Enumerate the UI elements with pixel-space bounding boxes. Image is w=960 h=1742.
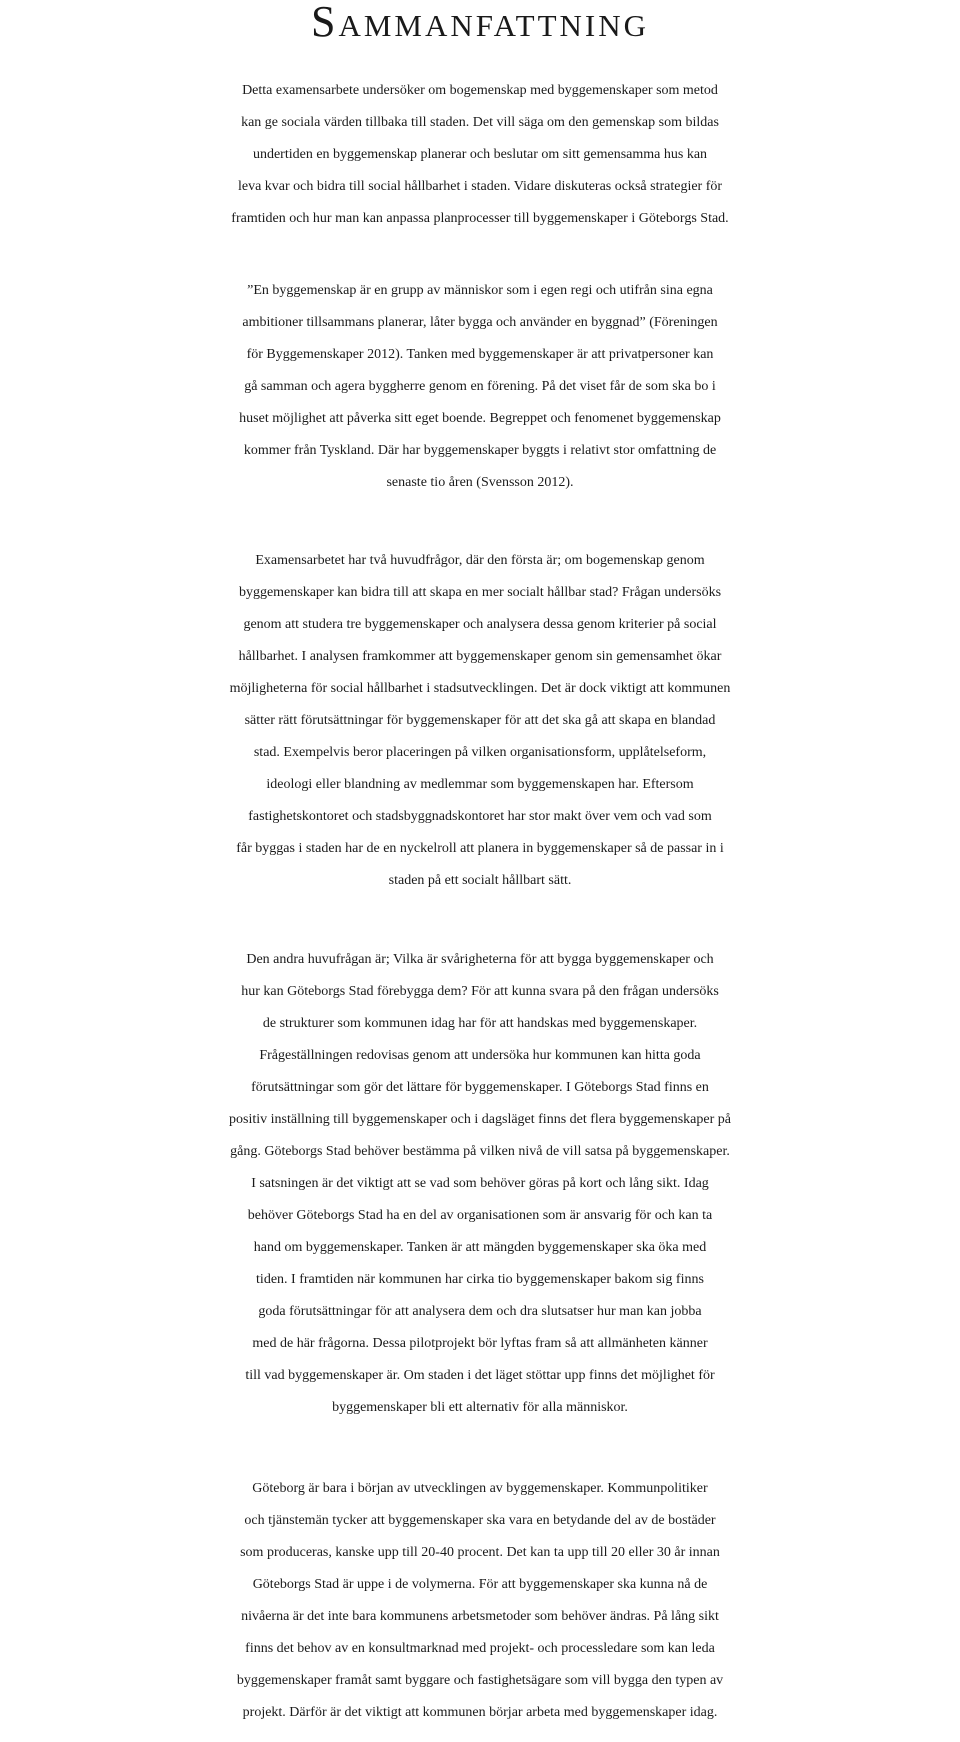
text-line: byggemenskaper framåt samt byggare och fastighetsägare som vill bygga den typen av — [236, 1673, 724, 1688]
text-line: och tjänstemän tycker att byggemenskaper ska vara en betydande del av de bostäder — [244, 1513, 716, 1528]
text-line: huset möjlighet att påverka sitt eget boende. Begreppet och fenomenet byggemenskap — [239, 411, 721, 426]
text-line: positiv inställning till byggemenskaper och i dagsläget finns det flera byggemenskaper på — [229, 1112, 731, 1127]
text-line: som produceras, kanske upp till 20-40 procent. Det kan ta upp till 20 eller 30 år innan — [240, 1545, 720, 1560]
page-title: Sammanfattning — [310, 0, 649, 46]
text-line: får byggas i staden har de en nyckelroll att planera in byggemenskaper så de passar in i — [236, 841, 724, 856]
text-line: leva kvar och bidra till social hållbarhet i staden. Vidare diskuteras också strategier för — [237, 179, 723, 194]
text-line: undertiden en byggemenskap planerar och beslutar om sitt gemensamma hus kan — [252, 147, 708, 162]
paragraph-conclusion — [0, 1473, 960, 1729]
text-line: byggemenskaper bli ett alternativ för alla människor. — [332, 1400, 628, 1415]
text-line: genom att studera tre byggemenskaper och analysera dessa genom kriterier på social — [243, 617, 717, 632]
text-line: de strukturer som kommunen idag har för att handskas med byggemenskaper. — [262, 1016, 698, 1031]
text-line: gå samman och agera byggherre genom en förening. På det viset får de som ska bo i — [244, 379, 716, 394]
text-line: Frågeställningen redovisas genom att undersöka hur kommunen kan hitta goda — [259, 1048, 701, 1063]
text-line: hållbarhet. I analysen framkommer att byggemenskaper genom sin gemensamhet ökar — [238, 649, 722, 664]
text-line: till vad byggemenskaper är. Om staden i det läget stöttar upp finns det möjlighet för — [245, 1368, 715, 1383]
text-line: ideologi eller blandning av medlemmar som byggemenskapen har. Eftersom — [266, 777, 694, 792]
text-line: Detta examensarbete undersöker om bogemenskap med byggemenskaper som metod — [242, 83, 718, 98]
text-line: byggemenskaper kan bidra till att skapa en mer socialt hållbar stad? Frågan undersöks — [238, 585, 722, 600]
text-line: senaste tio åren (Svensson 2012). — [386, 475, 574, 490]
text-line: Göteborg är bara i början av utvecklingen av byggemenskaper. Kommunpolitiker — [252, 1481, 708, 1496]
text-line: I satsningen är det viktigt att se vad som behöver göras på kort och lång sikt. Idag — [251, 1176, 709, 1191]
text-line: kommer från Tyskland. Där har byggemenskaper byggts i relativt stor omfattning de — [243, 443, 717, 458]
text-line: ambitioner tillsammans planerar, låter bygga och använder en byggnad” (Föreningen — [242, 315, 718, 330]
text-line: goda förutsättningar för att analysera dem och dra slutsatser hur man kan jobba — [258, 1304, 702, 1319]
text-line: Den andra huvufrågan är; Vilka är svårigheterna för att bygga byggemenskaper och — [246, 952, 714, 967]
text-line: möjligheterna för social hållbarhet i stadsutvecklingen. Det är dock viktigt att kommunen — [229, 681, 731, 696]
paragraph-first-question — [0, 545, 960, 897]
text-line: hand om byggemenskaper. Tanken är att mängden byggemenskaper ska öka med — [253, 1240, 707, 1255]
text-line: staden på ett socialt hållbart sätt. — [388, 873, 572, 888]
text-line: fastighetskontoret och stadsbyggnadskontoret har stor makt över vem och vad som — [248, 809, 712, 824]
text-line: gång. Göteborgs Stad behöver bestämma på vilken nivå de vill satsa på byggemenskaper. — [230, 1144, 730, 1159]
text-line: kan ge sociala värden tillbaka till staden. Det vill säga om den gemenskap som bildas — [241, 115, 719, 130]
text-line: hur kan Göteborgs Stad förebygga dem? För att kunna svara på den frågan undersöks — [241, 984, 719, 999]
paragraph-intro — [0, 75, 960, 235]
text-line: sätter rätt förutsättningar för byggemenskaper för att det ska gå att skapa en blandad — [244, 713, 716, 728]
text-line: förutsättningar som gör det lättare för byggemenskaper. I Göteborgs Stad finns en — [251, 1080, 709, 1095]
text-line: finns det behov av en konsultmarknad med projekt- och processledare som kan leda — [245, 1641, 715, 1656]
text-line: Examensarbetet har två huvudfrågor, där den första är; om bogemenskap genom — [255, 553, 705, 568]
paragraph-definition — [0, 275, 960, 499]
text-line: ”En byggemenskap är en grupp av människor som i egen regi och utifrån sina egna — [247, 283, 713, 298]
text-line: Göteborgs Stad är uppe i de volymerna. För att byggemenskaper ska kunna nå de — [252, 1577, 708, 1592]
text-line: framtiden och hur man kan anpassa planprocesser till byggemenskaper i Göteborgs Stad. — [231, 211, 729, 226]
text-line: stad. Exempelvis beror placeringen på vilken organisationsform, upplåtelseform, — [253, 745, 707, 760]
text-line: projekt. Därför är det viktigt att kommunen börjar arbeta med byggemenskaper idag. — [242, 1705, 718, 1720]
paragraph-second-question — [0, 944, 960, 1424]
text-line: nivåerna är det inte bara kommunens arbetsmetoder som behöver ändras. På lång sikt — [241, 1609, 719, 1624]
text-line: med de här frågorna. Dessa pilotprojekt bör lyftas fram så att allmänheten känner — [252, 1336, 708, 1351]
text-line: tiden. I framtiden när kommunen har cirka tio byggemenskaper bakom sig finns — [256, 1272, 704, 1287]
text-line: behöver Göteborgs Stad ha en del av organisationen som är ansvarig för och kan ta — [247, 1208, 713, 1223]
text-line: för Byggemenskaper 2012). Tanken med byggemenskaper är att privatpersoner kan — [246, 347, 714, 362]
